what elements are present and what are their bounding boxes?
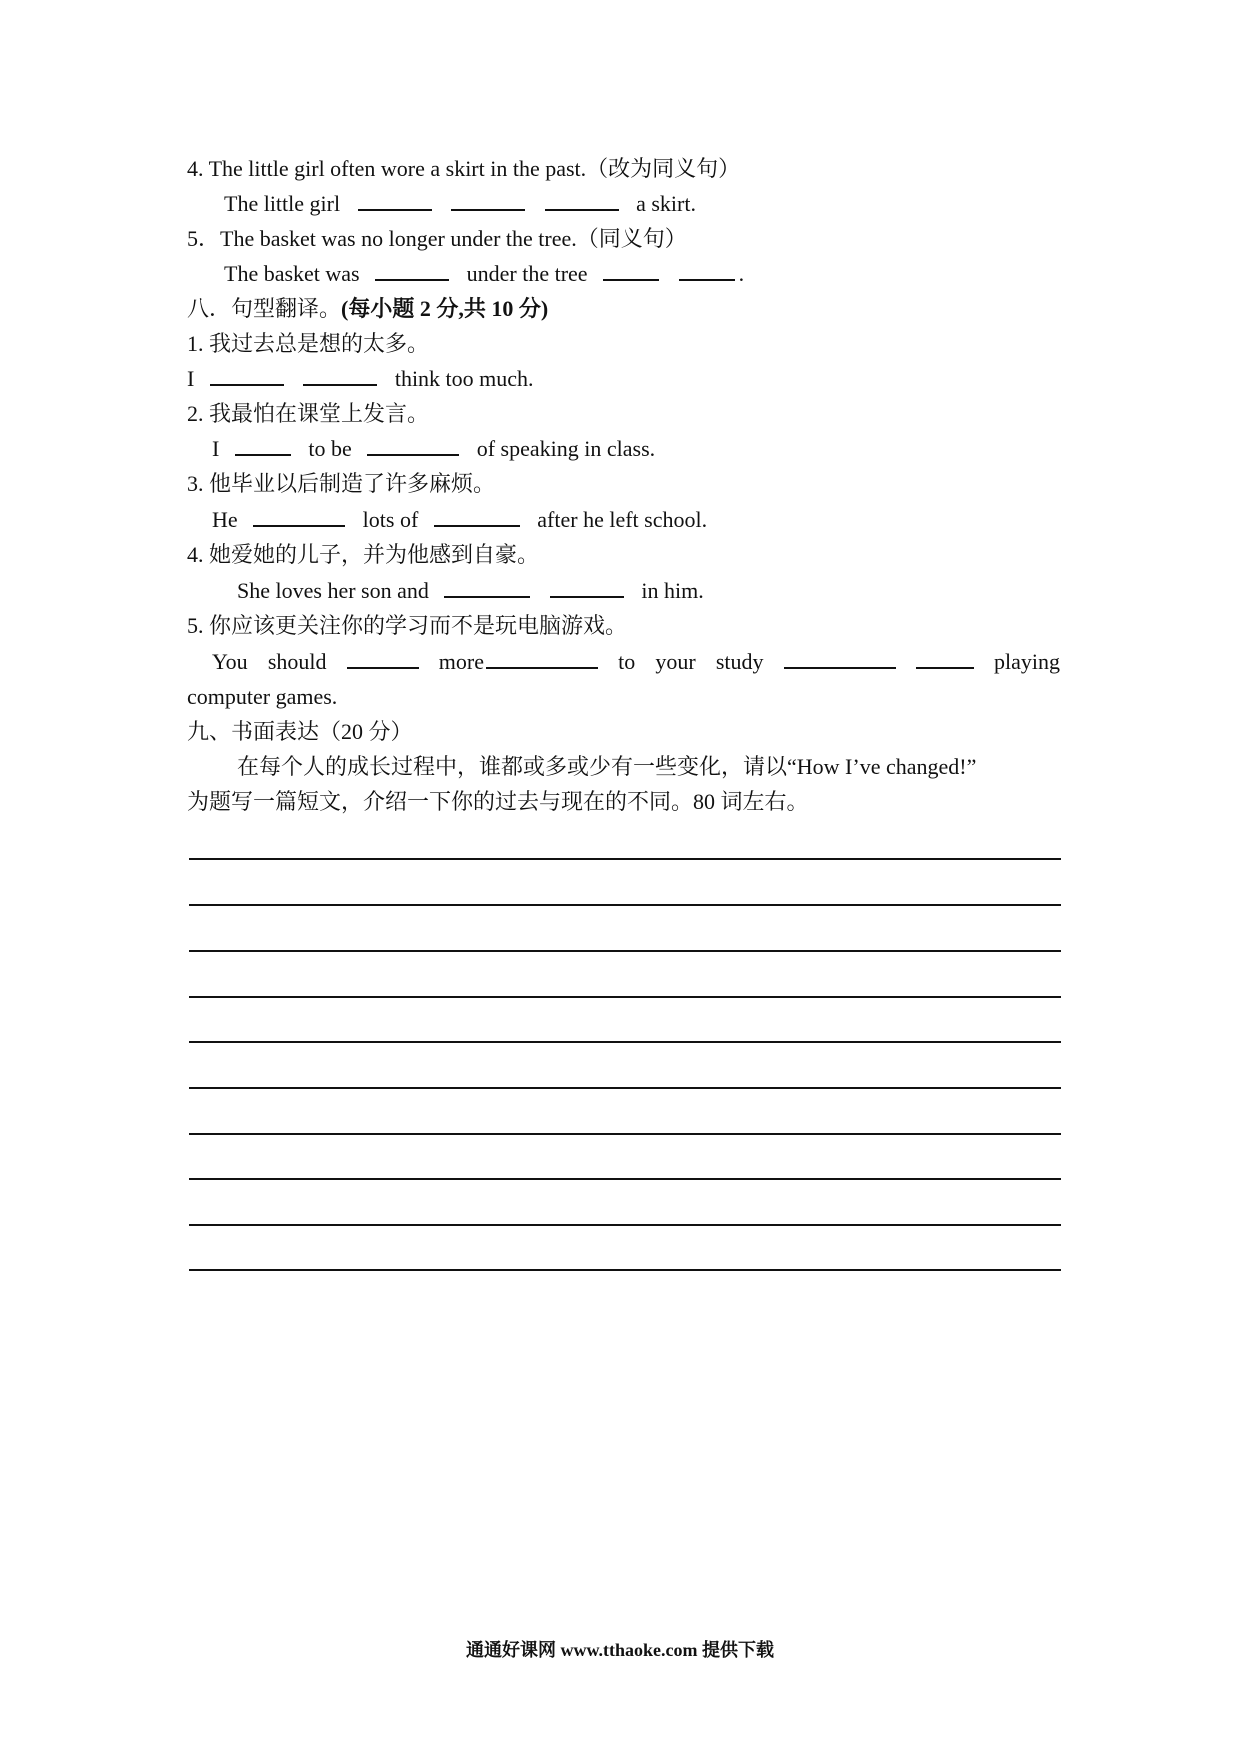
answer-text: after he left school. (537, 507, 708, 532)
answer-text: to be (308, 436, 352, 461)
answer-text: I (212, 436, 220, 461)
writing-line[interactable] (189, 1133, 1061, 1135)
answer-text: think too much. (394, 366, 534, 391)
writing-instructions-line-1: 在每个人的成长过程中，谁都或多或少有一些变化，请以“How I’ve changed!” (237, 754, 977, 779)
answer-blank[interactable] (367, 434, 459, 456)
answer-blank[interactable] (375, 259, 449, 281)
writing-line[interactable] (189, 904, 1061, 906)
writing-line[interactable] (189, 1269, 1061, 1271)
question-4-prompt: 4. The little girl often wore a skirt in the past.（改为同义句） (187, 156, 741, 181)
answer-word: should (267, 649, 327, 674)
answer-word: study (715, 649, 764, 674)
translate-q3-english (212, 505, 707, 535)
answer-word: more (438, 649, 484, 674)
writing-line[interactable] (189, 1178, 1061, 1180)
writing-line[interactable] (189, 1087, 1061, 1089)
answer-blank[interactable] (916, 647, 974, 669)
answer-blank[interactable] (347, 647, 419, 669)
answer-word: your (655, 649, 696, 674)
answer-blank[interactable] (679, 259, 735, 281)
answer-text: The little girl (224, 191, 341, 216)
answer-blank[interactable] (303, 364, 377, 386)
translate-q1-chinese: 1. 我过去总是想的太多。 (187, 331, 430, 356)
answer-word: playing (993, 649, 1060, 674)
translate-q4-chinese: 4. 她爱她的儿子，并为他感到自豪。 (187, 542, 540, 567)
translate-q5-english (212, 647, 1060, 677)
answer-blank[interactable] (253, 505, 345, 527)
translate-q4-english (237, 576, 704, 606)
answer-blank[interactable] (486, 647, 598, 669)
answer-blank[interactable] (444, 576, 530, 598)
writing-line[interactable] (189, 1224, 1061, 1226)
answer-text: lots of (362, 507, 419, 532)
translate-q5-chinese: 5. 你应该更关注你的学习而不是玩电脑游戏。 (187, 613, 628, 638)
answer-blank[interactable] (784, 647, 896, 669)
translate-q2-english (212, 434, 655, 464)
answer-text: He (212, 507, 238, 532)
answer-blank[interactable] (434, 505, 520, 527)
section-8-heading (187, 294, 548, 324)
answer-blank[interactable] (550, 576, 624, 598)
answer-text: of speaking in class. (476, 436, 656, 461)
translate-q1-english (187, 364, 534, 394)
answer-text: The basket was (224, 261, 360, 286)
section-score: (每小题 2 分,共 10 分) (341, 296, 549, 321)
question-5-answer (224, 259, 744, 289)
translate-q3-chinese: 3. 他毕业以后制造了许多麻烦。 (187, 471, 496, 496)
answer-blank[interactable] (210, 364, 284, 386)
answer-text: She loves her son and (237, 578, 429, 603)
section-title: 八．句型翻译。 (187, 296, 342, 321)
writing-line[interactable] (189, 950, 1061, 952)
translate-q2-chinese: 2. 我最怕在课堂上发言。 (187, 401, 430, 426)
answer-blank[interactable] (235, 434, 291, 456)
writing-line[interactable] (189, 1041, 1061, 1043)
answer-text: under the tree (466, 261, 588, 286)
section-9-heading: 九、书面表达（20 分） (187, 719, 413, 744)
answer-text: I (187, 366, 195, 391)
answer-text: a skirt. (636, 191, 696, 216)
writing-instructions-line-2: 为题写一篇短文，介绍一下你的过去与现在的不同。80 词左右。 (187, 789, 809, 814)
writing-line[interactable] (189, 858, 1061, 860)
answer-blank[interactable] (451, 189, 525, 211)
answer-word: to (618, 649, 636, 674)
footer-credit: 通通好课网 www.tthaoke.com 提供下载 (466, 1640, 774, 1660)
answer-text: . (738, 261, 745, 286)
translate-q5-continuation: computer games. (187, 684, 338, 709)
question-5-prompt: 5．The basket was no longer under the tree.（同义句） (187, 226, 687, 251)
answer-word: You (212, 649, 248, 674)
answer-blank[interactable] (603, 259, 659, 281)
answer-text: in him. (641, 578, 704, 603)
answer-blank[interactable] (545, 189, 619, 211)
answer-blank[interactable] (358, 189, 432, 211)
writing-line[interactable] (189, 996, 1061, 998)
question-4-answer (224, 189, 696, 219)
answer-group (439, 647, 598, 677)
